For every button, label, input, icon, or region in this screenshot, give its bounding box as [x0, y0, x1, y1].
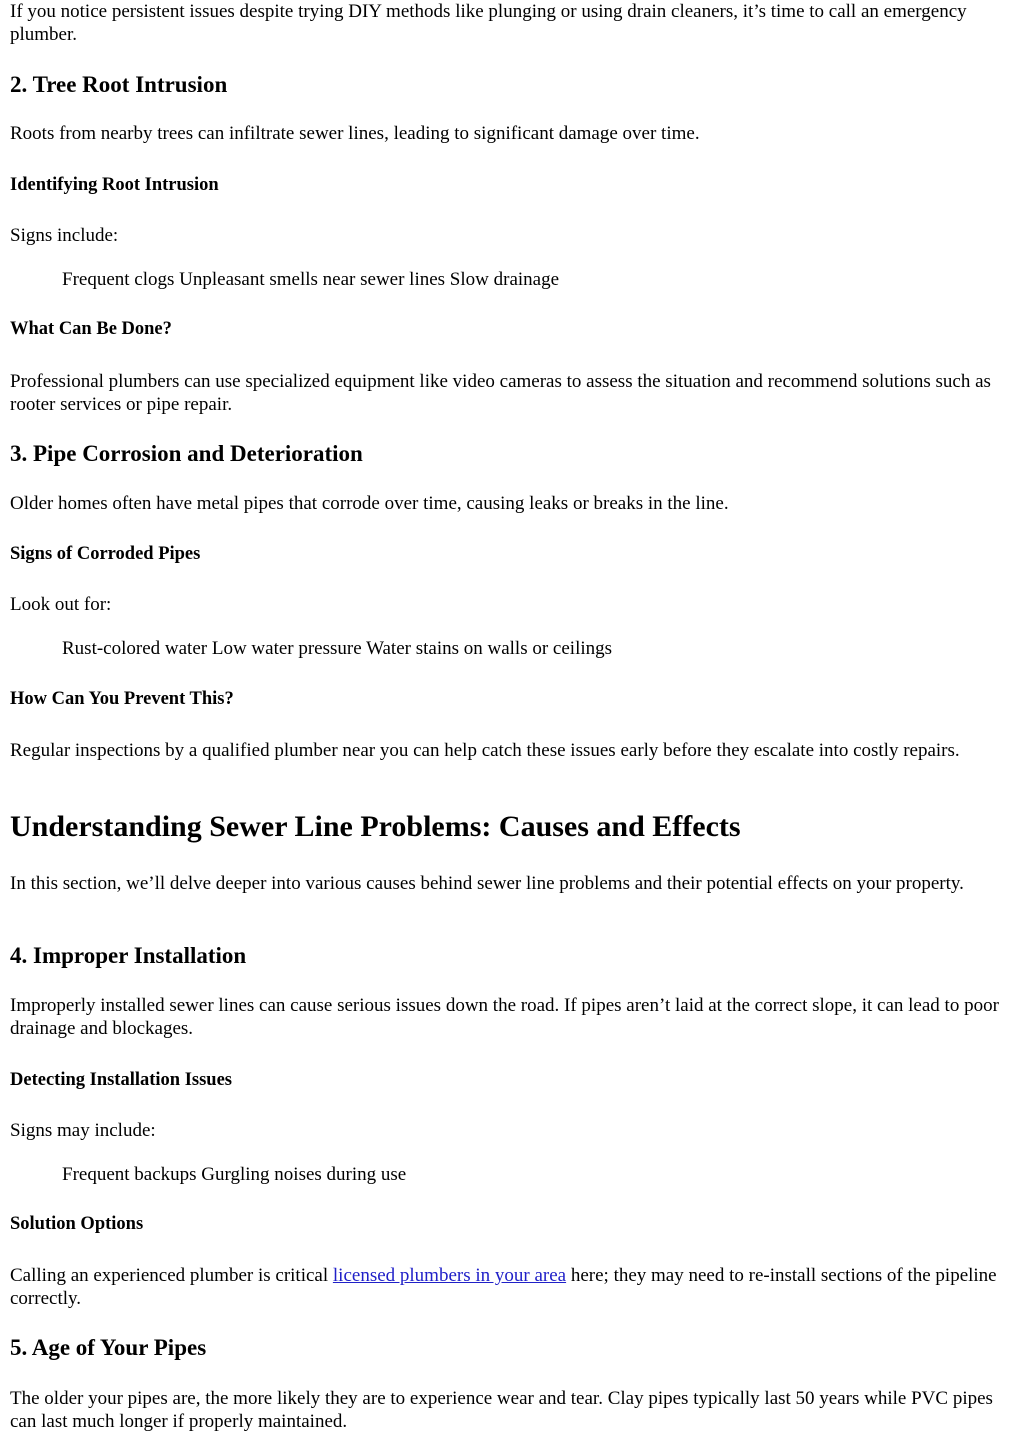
heading-detecting-installation-issues: Detecting Installation Issues: [10, 1070, 233, 1090]
heading-age-of-your-pipes: 5. Age of Your Pipes: [10, 1335, 207, 1360]
heading-solution-options: Solution Options: [10, 1214, 144, 1234]
corrosion-paragraph: Older homes often have metal pipes that corrode over time, causing leaks or breaks in the line.: [10, 493, 729, 514]
heading-how-can-you-prevent: How Can You Prevent This?: [10, 689, 234, 709]
licensed-plumbers-link[interactable]: licensed plumbers in your area: [332, 1265, 567, 1286]
corroded-signs-list: Rust-colored water Low water pressure Water stains on walls or ceilings: [62, 638, 613, 659]
heading-signs-of-corroded-pipes: Signs of Corroded Pipes: [10, 544, 201, 564]
solution-paragraph: [10, 1264, 1014, 1310]
intro-paragraph: If you notice persistent issues despite trying DIY methods like plunging or using drain cleaners, it’s time to call an emergency plumber.: [10, 1, 967, 45]
heading-improper-installation: 4. Improper Installation: [10, 943, 247, 968]
signs-may-include-paragraph: Signs may include:: [10, 1120, 156, 1141]
heading-what-can-be-done: What Can Be Done?: [10, 319, 172, 339]
understanding-paragraph: In this section, we’ll delve deeper into various causes behind sewer line problems and their potential effects on your property.: [10, 873, 964, 894]
prevent-paragraph: Regular inspections by a qualified plumber near you can help catch these issues early before they escalate into costly repairs.: [10, 740, 960, 761]
tree-roots-paragraph: Roots from nearby trees can infiltrate sewer lines, leading to significant damage over time.: [10, 123, 700, 144]
age-paragraph: The older your pipes are, the more likely they are to experience wear and tear. Clay pipes typically last 50 years while PVC pipes can last much longer if properly maintained.: [10, 1388, 993, 1432]
heading-pipe-corrosion: 3. Pipe Corrosion and Deterioration: [10, 441, 363, 466]
what-can-be-done-paragraph: Professional plumbers can use specialized equipment like video cameras to assess the situation and recommend solutions such as rooter services or pipe repair.: [10, 371, 991, 415]
installation-signs-list: Frequent backups Gurgling noises during use: [62, 1164, 407, 1185]
heading-understanding-sewer-line-problems: Understanding Sewer Line Problems: Causes and Effects: [10, 810, 741, 843]
heading-identifying-root-intrusion: Identifying Root Intrusion: [10, 175, 219, 195]
look-out-for-paragraph: Look out for:: [10, 594, 112, 615]
solution-text-before-link: Calling an experienced plumber is critical: [10, 1265, 333, 1286]
signs-include-paragraph: Signs include:: [10, 225, 119, 246]
heading-tree-root-intrusion: 2. Tree Root Intrusion: [10, 72, 228, 97]
improper-installation-paragraph: Improperly installed sewer lines can cause serious issues down the road. If pipes aren’t laid at the correct slope, it can lead to poor drainage and blockages.: [10, 995, 999, 1039]
root-signs-list: Frequent clogs Unpleasant smells near sewer lines Slow drainage: [62, 269, 560, 290]
solution-text-after-link: here; they may need to re-install sections of the pipeline correctly.: [10, 1265, 997, 1309]
